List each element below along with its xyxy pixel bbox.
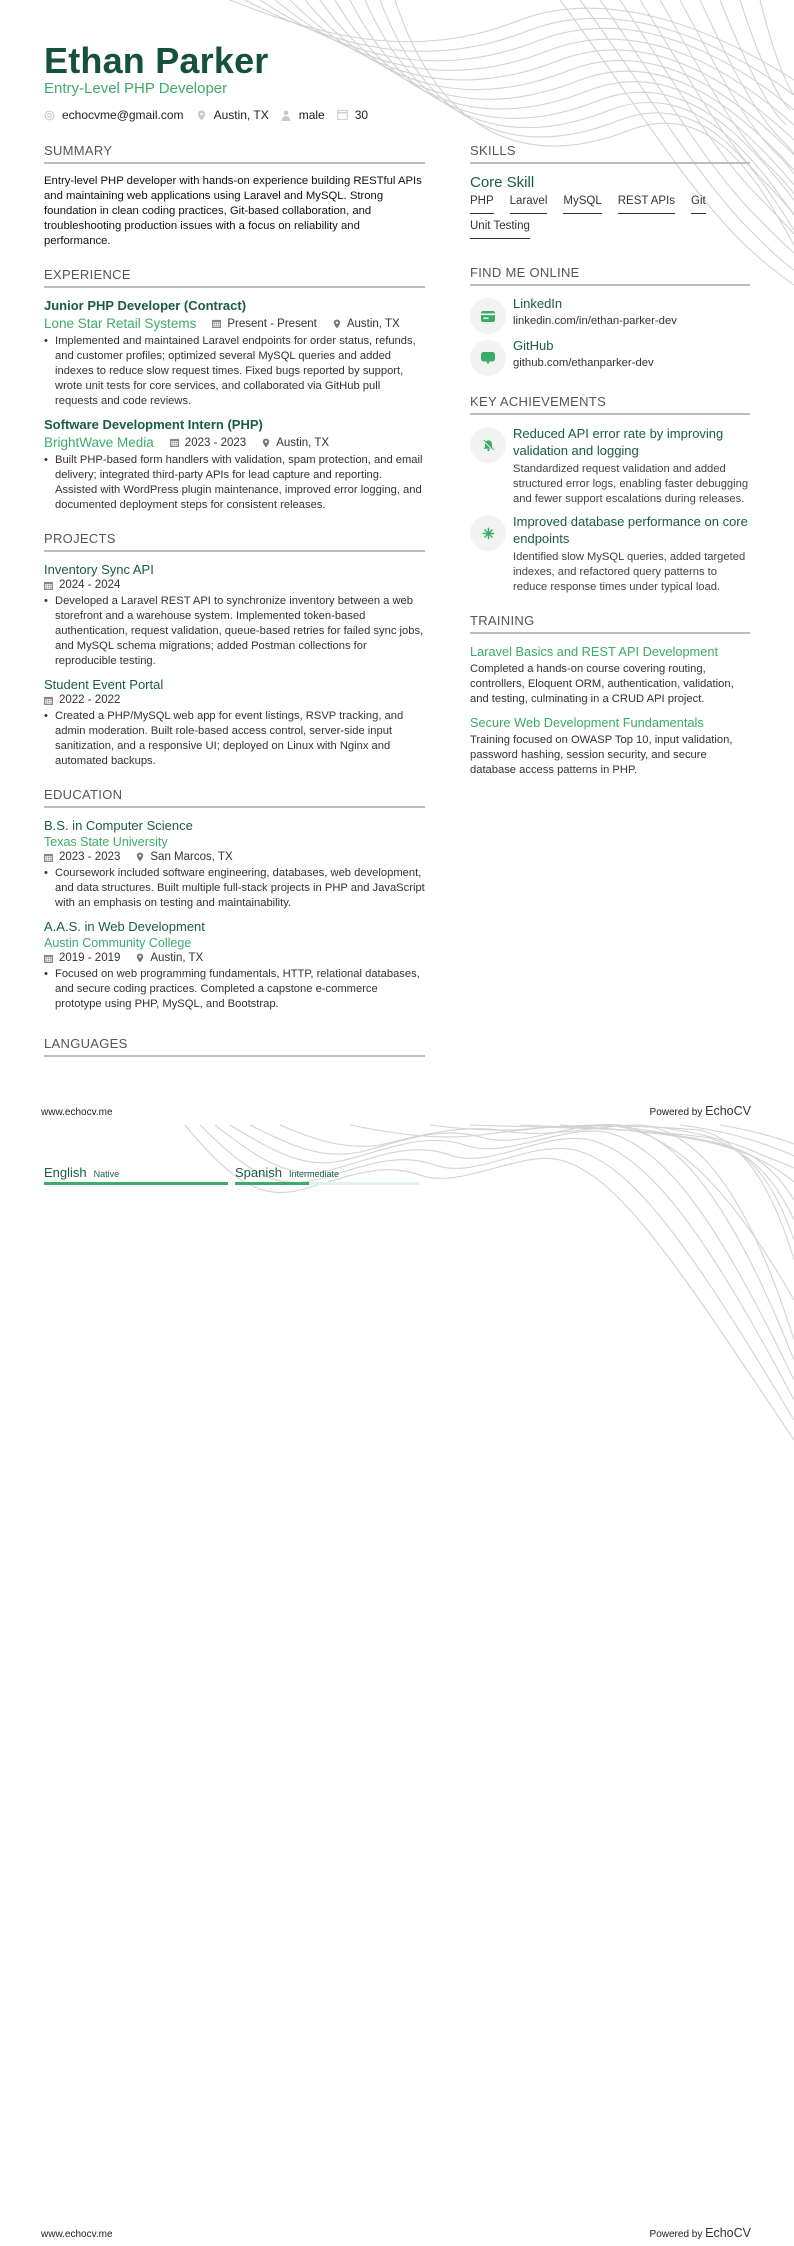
section-heading: SUMMARY: [44, 143, 425, 164]
project-meta: [44, 694, 425, 706]
education-location: [136, 851, 232, 863]
icon-circle: [470, 298, 506, 334]
profile-url[interactable]: linkedin.com/in/ethan-parker-dev: [513, 315, 677, 327]
section-heading: LANGUAGES: [44, 1036, 425, 1057]
spark-off-icon: [482, 527, 495, 540]
project-dates: [44, 579, 120, 591]
skill-group-title: Core Skill: [470, 174, 535, 191]
profile-name: LinkedIn: [513, 296, 563, 311]
powered-prefix: Powered by: [649, 2229, 703, 2240]
page-footer: [41, 2226, 751, 2240]
language-proficiency-bar: [235, 1182, 419, 1185]
description-text: Created a PHP/MySQL web app for event listings, RSVP tracking, and admin moderation. Built role-based access control, server-side input sanitization, and a responsive UI; deployed on Linux with Nginx and automated backups.: [55, 710, 404, 767]
job-description: [44, 453, 425, 513]
calendar-icon: [44, 696, 53, 705]
job-title: Software Development Intern (PHP): [44, 417, 263, 432]
education-dates: [44, 952, 120, 964]
id-card-icon: [481, 311, 495, 322]
skill-tag: Git: [691, 195, 706, 214]
map-pin-icon: [136, 852, 144, 862]
calendar-icon: [44, 853, 53, 862]
job-location: [333, 318, 400, 330]
profile-name: GitHub: [513, 338, 554, 353]
degree-title: B.S. in Computer Science: [44, 818, 193, 833]
company-name: BrightWave Media: [44, 435, 154, 450]
contact-location: [196, 108, 269, 122]
education-dates: [44, 851, 120, 863]
project-entry: [44, 562, 425, 669]
education-entry: [44, 919, 425, 1012]
section-heading: EXPERIENCE: [44, 267, 425, 288]
page-footer: [41, 1104, 751, 1118]
candidate-title: Entry-Level PHP Developer: [44, 80, 228, 97]
footer-powered-by: [650, 2226, 751, 2240]
training-section: [470, 613, 750, 778]
person-icon: [281, 110, 292, 121]
project-description: [44, 709, 425, 769]
dates-text: 2023 - 2023: [59, 851, 121, 863]
candidate-name: Ethan Parker: [44, 40, 269, 81]
right-column: [470, 143, 750, 796]
project-title: Inventory Sync API: [44, 562, 154, 577]
calendar-icon: [170, 438, 179, 447]
description-text: Implemented and maintained Laravel endpoints for order status, refunds, and customer profiles; optimized several MySQL queries and added indexes to reduce slow request times. Fixed bugs reported by support, wrote unit tests for core services, and collaborated via GitHub pull requests and code reviews.: [55, 335, 416, 407]
section-heading: PROJECTS: [44, 531, 425, 552]
section-heading: EDUCATION: [44, 787, 425, 808]
icon-circle: [470, 340, 506, 376]
bullet-dot: •: [44, 454, 48, 466]
online-profile-linkedin[interactable]: [470, 296, 750, 334]
chat-bubble-icon: [481, 352, 495, 365]
school-name: Austin Community College: [44, 936, 192, 950]
bullet-dot: •: [44, 335, 48, 347]
dates-text: 2023 - 2023: [184, 436, 247, 449]
dates-text: 2022 - 2022: [59, 694, 121, 706]
brand-name[interactable]: EchoCV: [705, 1104, 751, 1118]
language-proficiency-bar: [44, 1182, 228, 1185]
achievement-entry: [470, 425, 750, 507]
location-text: Austin, TX: [346, 317, 400, 330]
skills-section: [470, 143, 750, 245]
contact-age: [337, 108, 368, 122]
language-name: English: [44, 1165, 87, 1180]
achievement-title: Reduced API error rate by improving validation and logging: [513, 426, 724, 458]
language-level: Native: [93, 1169, 120, 1179]
calendar-icon: [337, 110, 348, 121]
proficiency-fill: [235, 1182, 309, 1185]
skill-tag: PHP: [470, 195, 494, 214]
education-description: [44, 967, 425, 1012]
map-pin-icon: [196, 110, 207, 121]
training-description: Completed a hands-on course covering routing, controllers, Eloquent ORM, authentication, validation, and testing, culminating in a CRUD API project.: [470, 663, 734, 705]
age-text: 30: [354, 108, 369, 122]
skill-tag: MySQL: [563, 195, 601, 214]
powered-prefix: Powered by: [649, 1107, 703, 1118]
bullet-dot: •: [44, 710, 48, 722]
icon-circle: [470, 515, 506, 551]
training-title: Secure Web Development Fundamentals: [470, 715, 704, 730]
job-meta: [44, 316, 425, 331]
achievement-title: Improved database performance on core endpoints: [513, 514, 748, 546]
project-title: Student Event Portal: [44, 677, 164, 692]
experience-section: [44, 267, 425, 513]
skill-tag: Laravel: [510, 195, 548, 214]
calendar-icon: [212, 319, 221, 328]
proficiency-fill: [44, 1182, 228, 1185]
languages-list: [44, 1165, 426, 1185]
bullet-dot: •: [44, 968, 48, 980]
location-text: San Marcos, TX: [150, 851, 233, 863]
left-column: [44, 143, 425, 1075]
dates-text: 2019 - 2019: [59, 952, 121, 964]
language-entry: [44, 1165, 228, 1185]
job-meta: [44, 435, 425, 450]
training-entry: [470, 715, 750, 778]
company-name: Lone Star Retail Systems: [44, 316, 197, 331]
section-heading: FIND ME ONLINE: [470, 265, 750, 286]
bell-off-icon: [482, 439, 495, 452]
location-text: Austin, TX: [276, 436, 330, 449]
map-pin-icon: [333, 319, 341, 329]
education-entry: [44, 818, 425, 911]
description-text: Coursework included software engineering, databases, web development, and data structures. Built multiple full-stack projects in PHP and JavaScript with an emphasis on testing and maintainability.: [55, 867, 425, 909]
achievement-entry: [470, 513, 750, 595]
description-text: Developed a Laravel REST API to synchronize inventory between a web storefront and a warehouse system. Implemented token-based authentication, request validation, queue-based retries for failed sync jobs, and MySQL schema migrations; added Postman collections for reproducible testing.: [55, 595, 424, 667]
skill-tag: REST APIs: [618, 195, 675, 214]
location-text: Austin, TX: [213, 108, 269, 122]
summary-text: Entry-level PHP developer with hands-on experience building RESTful APIs and maintaining web applications using Laravel and MySQL. Strong foundation in clean coding practices, Git-based collaboration, and troubleshooting production issues with a focus on reliability and performance.: [44, 175, 422, 247]
gender-text: male: [298, 108, 325, 122]
icon-circle: [470, 427, 506, 463]
achievements-section: [470, 394, 750, 595]
education-section: [44, 787, 425, 1012]
contact-gender: [281, 108, 325, 122]
job-dates: [212, 318, 316, 330]
footer-website[interactable]: www.echocv.me: [41, 1107, 113, 1118]
dates-text: Present - Present: [227, 317, 317, 330]
summary-section: [44, 143, 425, 249]
projects-section: [44, 531, 425, 769]
job-description: [44, 334, 425, 409]
section-heading: KEY ACHIEVEMENTS: [470, 394, 750, 415]
language-level: Intermediate: [288, 1169, 340, 1179]
project-entry: [44, 677, 425, 769]
profile-url[interactable]: github.com/ethanparker-dev: [513, 357, 654, 369]
languages-section: [44, 1036, 425, 1057]
skills-list: [470, 195, 750, 245]
education-description: [44, 866, 425, 911]
skill-tag: Unit Testing: [470, 220, 530, 239]
online-profile-github[interactable]: [470, 338, 750, 376]
contact-email[interactable]: [44, 108, 184, 122]
online-section: [470, 265, 750, 376]
section-heading: TRAINING: [470, 613, 750, 634]
bullet-dot: •: [44, 595, 48, 607]
training-description: Training focused on OWASP Top 10, input validation, password hashing, session security, and secure database access patterns in PHP.: [470, 734, 733, 776]
section-heading: SKILLS: [470, 143, 750, 164]
project-description: [44, 594, 425, 669]
degree-title: A.A.S. in Web Development: [44, 919, 205, 934]
project-meta: [44, 579, 425, 591]
project-dates: [44, 694, 120, 706]
dates-text: 2024 - 2024: [59, 579, 121, 591]
bullet-dot: •: [44, 867, 48, 879]
email-text: echocvme@gmail.com: [62, 108, 184, 122]
brand-name[interactable]: EchoCV: [705, 2226, 751, 2240]
training-entry: [470, 644, 750, 707]
calendar-icon: [44, 581, 53, 590]
contact-bar: [44, 108, 380, 122]
map-pin-icon: [136, 953, 144, 963]
school-name: Texas State University: [44, 835, 168, 849]
education-location: [136, 952, 203, 964]
description-text: Focused on web programming fundamentals, HTTP, relational databases, and secure coding practices. Completed a capstone e-commerce prototype using PHP, MySQL, and Bootstrap.: [55, 968, 420, 1010]
at-sign-icon: [44, 110, 55, 121]
education-meta: [44, 952, 425, 964]
job-location: [262, 437, 329, 449]
experience-entry: [44, 298, 425, 409]
language-name: Spanish: [235, 1165, 282, 1180]
map-pin-icon: [262, 438, 270, 448]
achievement-description: Identified slow MySQL queries, added targeted indexes, and refactored query patterns to reduce response times under typical load.: [513, 551, 746, 593]
experience-entry: [44, 417, 425, 513]
language-entry: [235, 1165, 419, 1185]
location-text: Austin, TX: [150, 952, 204, 964]
achievement-description: Standardized request validation and added structured error logs, enabling faster debugging and fewer support escalations during releases.: [513, 463, 749, 505]
training-title: Laravel Basics and REST API Development: [470, 644, 719, 659]
job-title: Junior PHP Developer (Contract): [44, 298, 247, 313]
job-dates: [170, 437, 246, 449]
calendar-icon: [44, 954, 53, 963]
footer-website[interactable]: www.echocv.me: [41, 2229, 113, 2240]
footer-powered-by: [650, 1104, 751, 1118]
description-text: Built PHP-based form handlers with validation, spam protection, and email delivery; integrated third-party APIs for lead capture and reporting. Assisted with WordPress plugin maintenance, improved error logging, and documented deployment steps for consistent releases.: [55, 454, 423, 511]
education-meta: [44, 851, 425, 863]
